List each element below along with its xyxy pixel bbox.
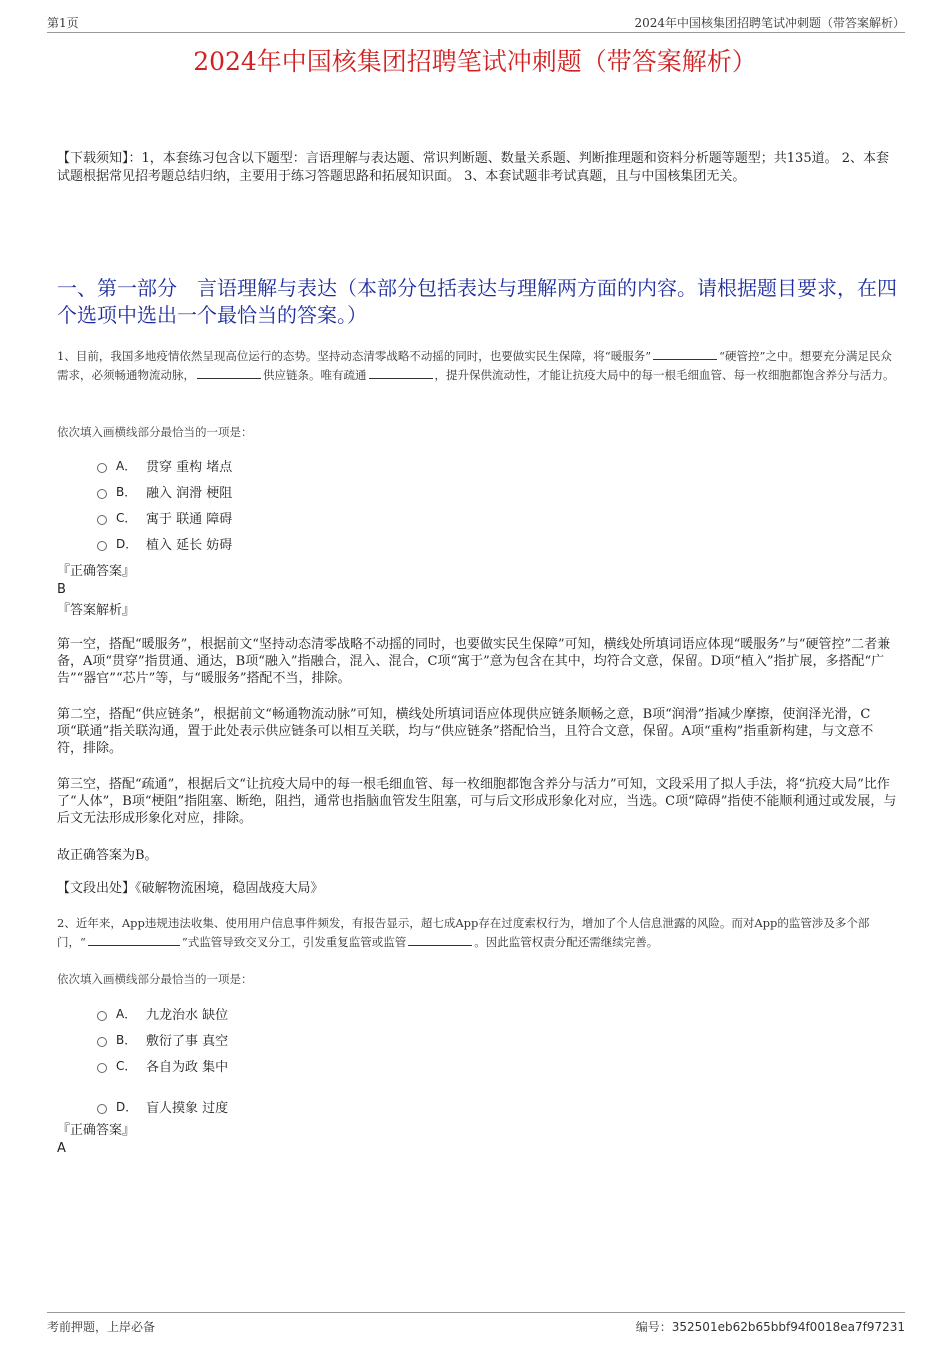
radio-icon[interactable] — [97, 1011, 107, 1021]
blank-2 — [408, 934, 472, 946]
question-2-prompt: 依次填入画横线部分最恰当的一项是： — [57, 972, 253, 986]
q1-answer-label: 『正确答案』 — [57, 564, 136, 579]
page-footer — [47, 1312, 905, 1335]
q1-source: 【文段出处】《破解物流困境，稳固战疫大局》 — [57, 881, 324, 896]
q1-option-b[interactable]: B． 融入 润滑 梗阻 — [97, 482, 232, 501]
radio-icon[interactable] — [97, 489, 107, 499]
q1-answer: B — [57, 582, 66, 597]
document-title: 2024年中国核集团招聘笔试冲刺题（带答案解析） — [193, 47, 757, 76]
q2-option-a[interactable]: A． 九龙治水 缺位 — [97, 1004, 228, 1023]
header-doc-title: 2024年中国核集团招聘笔试冲刺题（带答案解析） — [634, 16, 905, 30]
radio-icon[interactable] — [97, 1063, 107, 1073]
section-heading: 一、第一部分 言语理解与表达（本部分包括表达与理解两方面的内容。请根据题目要求，在四个选项中选出一个最恰当的答案。） — [57, 276, 897, 327]
blank-3 — [369, 367, 433, 379]
radio-icon[interactable] — [97, 463, 107, 473]
footer-serial: 编号：352501eb62b65bbf94f0018ea7f97231 — [635, 1320, 905, 1334]
page-header — [47, 14, 905, 33]
q1-conclusion: 故正确答案为B。 — [57, 848, 158, 863]
q1-option-c[interactable]: C． 寓于 联通 障碍 — [97, 508, 232, 527]
question-2-text: 2、近年来，App违规违法收集、使用用户信息事件频发，有报告显示，超七成App存在过度索权行为，增加了个人信息泄露的风险。而对App的监管涉及多个部门，“ ”式监管导致交叉分工，引发重复监管或监管 。因此监管权责分配还需继续完善。 — [57, 916, 870, 949]
q2-option-d[interactable]: D． 盲人摸象 过度 — [97, 1097, 228, 1116]
q1-analysis-label: 『答案解析』 — [57, 603, 136, 618]
q2-answer: A — [57, 1141, 66, 1156]
blank-1 — [653, 348, 717, 360]
radio-icon[interactable] — [97, 515, 107, 525]
q1-option-a[interactable]: A． 贯穿 重构 堵点 — [97, 456, 232, 475]
blank-2 — [197, 367, 261, 379]
radio-icon[interactable] — [97, 1037, 107, 1047]
question-1-text: 1、目前，我国多地疫情依然呈现高位运行的态势。坚持动态清零战略不动摇的同时，也要做实民生保障，将“暖服务” “硬管控”之中。想要充分满足民众需求，必须畅通物流动脉， 供应链条。唯有疏通 ，提升保供流动性，才能让抗疫大局中的每一根毛细血管、每一枚细胞都饱含养分与活力。 — [57, 349, 895, 382]
q2-option-c[interactable]: C． 各自为政 集中 — [97, 1056, 228, 1075]
q1-analysis-para-3: 第三空，搭配“疏通”，根据后文“让抗疫大局中的每一根毛细血管、每一枚细胞都饱含养分与活力”可知，文段采用了拟人手法，将“抗疫大局”比作了“人体”，B项“梗阻”指阻塞、断绝，阻挡，通常也指脑血管发生阻塞，可与后文形成形象化对应，当选。C项“障碍”指使不能顺利通过或发展，与后文无法形成形象化对应，排除。 — [57, 777, 897, 826]
page-number: 第1页 — [47, 16, 79, 30]
radio-icon[interactable] — [97, 541, 107, 551]
q2-answer-label: 『正确答案』 — [57, 1123, 136, 1138]
blank-1 — [88, 934, 180, 946]
radio-icon[interactable] — [97, 1104, 107, 1114]
q1-analysis-para-2: 第二空，搭配“供应链条”，根据前文“畅通物流动脉”可知，横线处所填词语应体现供应链条顺畅之意，B项“润滑”指减少摩擦，使润泽光滑，C项“联通”指关联沟通，置于此处表示供应链条可以相互关联，均与“供应链条”搭配恰当，且符合文意，保留。A项“重构”指重新构建，与文意不符，排除。 — [57, 707, 874, 756]
question-1-prompt: 依次填入画横线部分最恰当的一项是： — [57, 425, 253, 439]
q2-option-b[interactable]: B． 敷衍了事 真空 — [97, 1030, 228, 1049]
footer-slogan: 考前押题，上岸必备 — [47, 1320, 156, 1334]
download-notice: 【下载须知】：1，本套练习包含以下题型：言语理解与表达题、常识判断题、数量关系题、判断推理题和资料分析题等题型；共135道。 2、本套试题根据常见招考题总结归纳，主要用于练习答题思路和拓展知识面。 3、本套试题非考试真题，且与中国核集团无关。 — [57, 151, 889, 184]
q1-option-d[interactable]: D． 植入 延长 妨碍 — [97, 534, 232, 553]
q1-analysis-para-1: 第一空，搭配“暖服务”，根据前文“坚持动态清零战略不动摇的同时，也要做实民生保障”可知，横线处所填词语应体现“暖服务”与“硬管控”二者兼备，A项“贯穿”指贯通、通达，B项“融入”指融合，混入、混合，C项“寓于”意为包含在其中，均符合文意，保留。D项“植入”指扩展，多搭配“广告”“器官”“芯片”等，与“暖服务”搭配不当，排除。 — [57, 637, 891, 686]
